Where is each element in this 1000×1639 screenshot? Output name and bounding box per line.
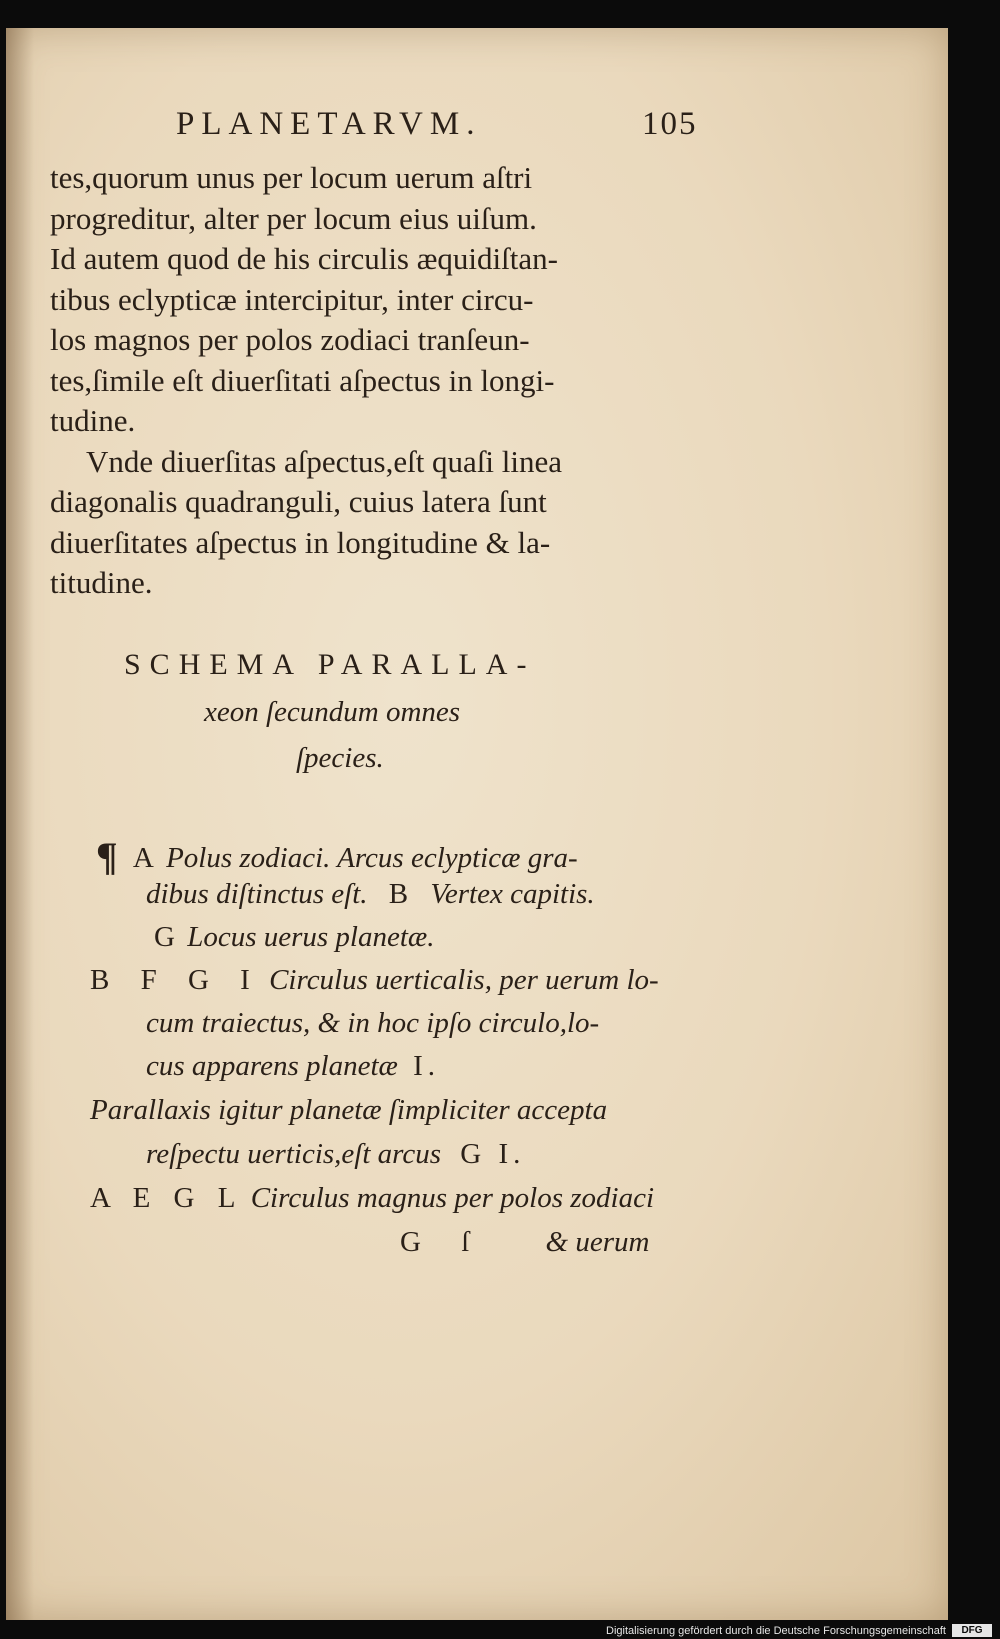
text-line: tes,ſimile eſt diuerſitati aſpectus in longi-: [50, 362, 555, 398]
legend-label: B: [388, 878, 414, 910]
page-number: 105: [642, 106, 698, 142]
legend-line: [400, 1226, 649, 1259]
legend-text: Polus zodiaci. Arcus eclypticæ gra-: [166, 842, 578, 874]
legend-line: [146, 1007, 599, 1040]
legend-text: Vertex capitis.: [430, 878, 595, 910]
legend-line: [90, 1094, 607, 1127]
running-head: PLANETARVM.: [176, 106, 482, 142]
text-line: Vnde diuerſitas aſpectus,eſt quaſi linea: [86, 443, 563, 479]
pilcrow-mark: ¶: [96, 834, 118, 879]
legend-label: G: [400, 1226, 426, 1258]
footer-credit: Digitalisierung gefördert durch die Deutsche Forschungsgemeinschaft: [606, 1625, 946, 1637]
body-text: [50, 158, 715, 604]
text-line: tudine.: [50, 403, 136, 438]
text-line: progreditur, alter per locum eius uiſum.: [50, 200, 537, 236]
text-line: los magnos per polos zodiaci tranſeun-: [50, 322, 530, 357]
book-page: [6, 28, 948, 1620]
legend-label: G: [154, 921, 180, 953]
legend-line: [154, 921, 435, 954]
text-line: Id autem quod de his circulis æquidiſtan-: [50, 241, 558, 276]
legend-line: [146, 1138, 525, 1171]
legend-text: & uerum: [545, 1226, 650, 1258]
legend-text: dibus diſtinctus eſt.: [146, 878, 368, 910]
schema-subtitle-line2: ſpecies.: [296, 742, 384, 774]
legend-line: [146, 878, 595, 911]
legend-text: Parallaxis igitur planetæ ſimpliciter accepta: [90, 1094, 608, 1126]
legend-text: cum traiectus, & in hoc ipſo circulo,lo-: [146, 1007, 600, 1039]
legend-text: Circulus magnus per polos zodiaci: [250, 1182, 655, 1214]
legend-text: cus apparens planetæ: [146, 1050, 398, 1082]
footer-bar: [0, 1620, 1000, 1639]
legend-text: Circulus uerticalis, per uerum lo-: [269, 964, 659, 996]
dfg-logo: DFG: [952, 1624, 992, 1637]
schema-subtitle-line1: xeon ſecundum omnes: [204, 696, 461, 728]
legend-text: Locus uerus planetæ.: [187, 921, 435, 953]
text-line: tibus eclypticæ intercipitur, inter circu-: [50, 281, 534, 317]
legend-line: [146, 1050, 440, 1083]
legend-line: [90, 1182, 654, 1215]
legend-label: G I.: [460, 1138, 526, 1170]
legend-line: [96, 833, 578, 880]
text-line: titudine.: [50, 565, 153, 600]
legend-label: I.: [413, 1050, 441, 1082]
legend-text: reſpectu uerticis,eſt arcus: [146, 1138, 442, 1170]
page-gutter-shadow: [6, 28, 34, 1620]
legend-label: B F G I: [90, 964, 262, 996]
legend-label: ſ: [461, 1226, 475, 1258]
schema-title: SCHEMA PARALLA-: [124, 648, 536, 681]
text-line: diuerſitates aſpectus in longitudine & la-: [50, 524, 551, 560]
text-line: tes,quorum unus per locum uerum aſtri: [50, 160, 533, 195]
legend-line: [90, 964, 659, 997]
text-line: diagonalis quadranguli, cuius latera ſunt: [50, 484, 547, 519]
legend-label: A: [132, 842, 159, 874]
legend-label: A E G L: [90, 1182, 244, 1214]
